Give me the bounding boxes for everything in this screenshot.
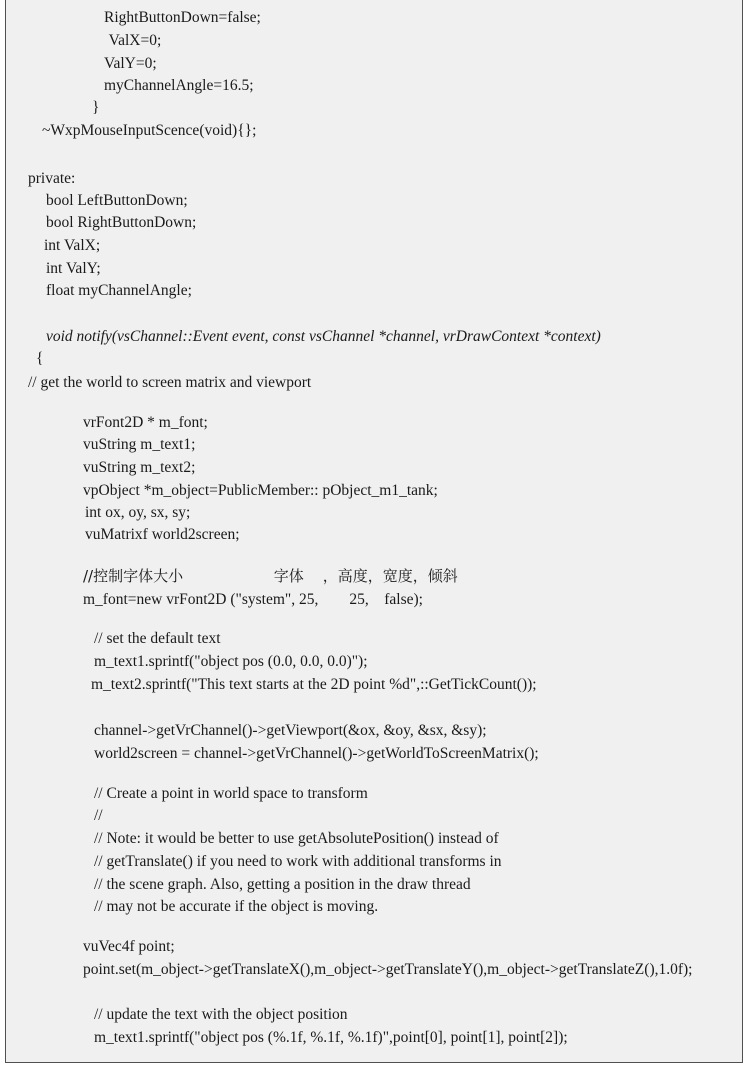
code-line: ~WxpMouseInputScence(void){}; (42, 122, 257, 139)
code-line: RightButtonDown=false; (104, 9, 261, 26)
code-line: // get the world to screen matrix and viewport (28, 374, 312, 391)
code-line: // Note: it would be better to use getAbsolutePosition() instead of (94, 830, 499, 847)
code-line: vrFont2D * m_font; (83, 414, 208, 431)
code-line: ValY=0; (104, 55, 157, 72)
code-line: ValX=0; (105, 32, 162, 49)
code-line: // Create a point in world space to transform (94, 785, 368, 802)
code-line: int ValX; (44, 237, 101, 254)
code-line: int ValY; (46, 260, 101, 277)
code-line: myChannelAngle=16.5; (104, 77, 254, 94)
code-line: vuString m_text2; (83, 459, 196, 476)
code-line: } (92, 99, 100, 116)
code-line: // set the default text (94, 630, 221, 647)
code-line: // the scene graph. Also, getting a position in the draw thread (94, 876, 471, 893)
code-line: point.set(m_object->getTranslateX(),m_object->getTranslateY(),m_object->getTranslateZ(),1.0f); (83, 961, 693, 978)
code-line: { (36, 350, 44, 367)
code-comment-chinese: //控制字体大小 字体 ，高度，宽度，倾斜 (83, 567, 458, 585)
code-line: private: (28, 170, 76, 187)
code-line: vuMatrixf world2screen; (85, 526, 240, 543)
code-line: bool RightButtonDown; (46, 214, 197, 231)
code-line: vuVec4f point; (83, 938, 175, 955)
code-line: // update the text with the object position (94, 1006, 348, 1023)
code-line: m_font=new vrFont2D ("system", 25, 25, false); (83, 591, 423, 608)
code-listing-box (5, 0, 743, 1063)
code-line: m_text1.sprintf("object pos (%.1f, %.1f, %.1f)",point[0], point[1], point[2]); (94, 1029, 568, 1046)
code-line: // (94, 807, 103, 824)
code-line: m_text1.sprintf("object pos (0.0, 0.0, 0.0)"); (94, 653, 368, 670)
code-line: channel->getVrChannel()->getViewport(&ox, &oy, &sx, &sy); (94, 722, 487, 739)
code-line: bool LeftButtonDown; (46, 192, 188, 209)
code-line: int ox, oy, sx, sy; (85, 504, 191, 521)
code-line: vpObject *m_object=PublicMember:: pObject_m1_tank; (83, 482, 438, 499)
code-line: // may not be accurate if the object is moving. (94, 898, 379, 915)
code-line: world2screen = channel->getVrChannel()->getWorldToScreenMatrix(); (94, 745, 539, 762)
code-line: void notify(vsChannel::Event event, const vsChannel *channel, vrDrawContext *context) (46, 328, 601, 345)
code-line: m_text2.sprintf("This text starts at the 2D point %d",::GetTickCount()); (91, 676, 537, 693)
code-line: // getTranslate() if you need to work with additional transforms in (94, 853, 502, 870)
code-line: vuString m_text1; (83, 436, 196, 453)
code-line: float myChannelAngle; (46, 282, 192, 299)
